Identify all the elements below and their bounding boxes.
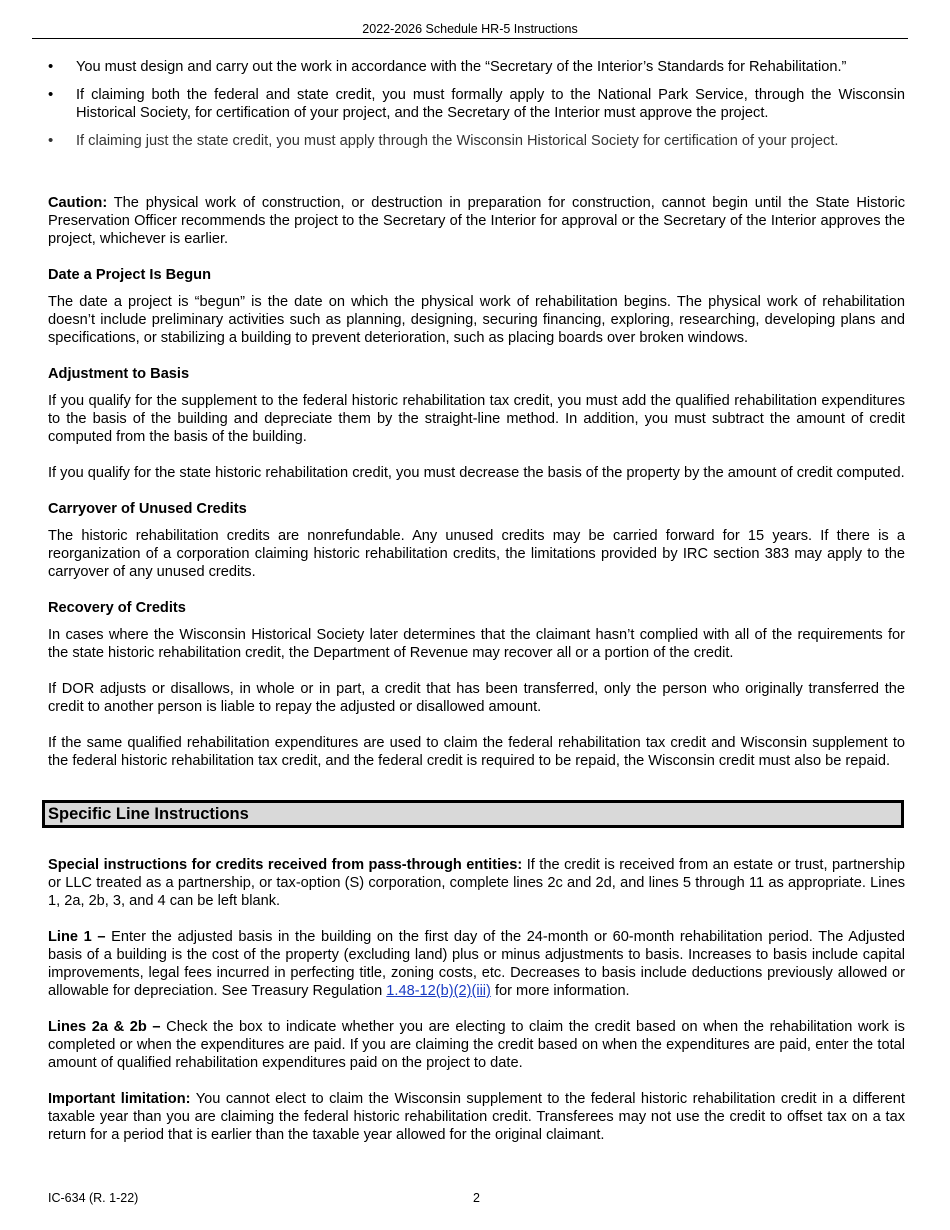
lines-2a-2b-label: Lines 2a & 2b – xyxy=(48,1019,161,1035)
recovery-text-1: In cases where the Wisconsin Historical Society later determines that the claimant hasn’t complied with all of the requirements for the state historic rehabilitation credit, the Department of Revenue may recover all or a portion of the credit. xyxy=(48,627,905,661)
special-instructions-text: If the credit is received from an estate or trust, partnership or LLC treated as a partnership, or tax-option (S) corporation, complete lines 2c and 2d, and lines 5 through 11 as appropriate. Lines 1, 2a, 2b, 3, and 4 can be left blank. xyxy=(48,857,905,909)
adjustment-heading: Adjustment to Basis xyxy=(48,366,190,382)
caution-label: Caution: xyxy=(48,195,108,211)
page-header: 2022-2026 Schedule HR-5 Instructions xyxy=(32,22,908,39)
recovery-text-3: If the same qualified rehabilitation expenditures are used to claim the federal rehabilitation tax credit and Wisconsin supplement to the federal historic rehabilitation tax credit, and the federal credit is required to be repaid, the Wisconsin credit must also be repaid. xyxy=(48,735,905,769)
date-begun-text: The date a project is “begun” is the date on which the physical work of rehabilitation begins. The physical work of rehabilitation doesn’t include preliminary activities such as planning, designing, securing financing, exploring, researching, developing plans and specifications, or stabilizing a building to prevent deterioration, such as placing boards over broken windows. xyxy=(48,294,905,346)
lines-2a-2b-text: Check the box to indicate whether you are electing to claim the credit based on when the rehabilitation work is completed or when the expenditures are paid. If you are claiming the credit based on when the expenditures are paid, enter the total amount of qualified rehabilitation expenditures paid on the project to date. xyxy=(48,1019,905,1071)
important-limitation-text: You cannot elect to claim the Wisconsin supplement to the federal historic rehabilitation credit in a different taxable year than you are claiming the federal historic rehabilitation credit. Transferees may not use the credit to offset tax on a tax return for a period that is earlier than the taxable year allowed for the original claimant. xyxy=(48,1091,905,1143)
line-1-paragraph xyxy=(48,928,905,1000)
page-number: 2 xyxy=(473,1191,480,1205)
recovery-heading: Recovery of Credits xyxy=(48,600,186,616)
document-body xyxy=(48,58,905,1144)
caution-paragraph xyxy=(48,194,905,248)
page-footer xyxy=(48,1191,905,1206)
recovery-text-2: If DOR adjusts or disallows, in whole or in part, a credit that has been transferred, only the person who originally transferred the credit to another person is liable to repay the adjusted or disallowed amount. xyxy=(48,681,905,715)
important-limitation-paragraph xyxy=(48,1090,905,1144)
list-item: • You must design and carry out the work in accordance with the “Secretary of the Interior’s Standards for Rehabilitation.” xyxy=(48,58,905,76)
special-instructions-label: Special instructions for credits received from pass-through entities: xyxy=(48,857,523,873)
line-1-label: Line 1 – xyxy=(48,929,106,945)
caution-text: The physical work of construction, or destruction in preparation for construction, cannot begin until the State Historic Preservation Officer recommends the project to the Secretary of the Interior for approval or the Secretary of the Interior approves the project, whichever is earlier. xyxy=(48,195,905,247)
list-item: • If claiming just the state credit, you must apply through the Wisconsin Historical Society for certification of your project. xyxy=(48,132,905,150)
lines-2a-2b-paragraph xyxy=(48,1018,905,1072)
form-id: IC-634 (R. 1-22) xyxy=(48,1191,139,1205)
special-instructions-paragraph xyxy=(48,856,905,910)
treasury-regulation-link[interactable]: 1.48-12(b)(2)(iii) xyxy=(386,983,491,999)
specific-line-instructions-heading: Specific Line Instructions xyxy=(42,800,904,828)
line-1-text: Enter the adjusted basis in the building on the first day of the 24-month or 60-month rehabilitation period. The Adjusted basis of a building is the cost of the property (excluding land) plus or minus adjustments to basis. Increases to basis include capital improvements, legal fees incurred in perfecting title, zoning costs, etc. Decreases to basis include deductions previously allowed or allowable for depreciation. See Treasury Regulation xyxy=(48,929,905,999)
date-begun-heading: Date a Project Is Begun xyxy=(48,267,212,283)
list-item: • If claiming both the federal and state credit, you must formally apply to the National Park Service, through the Wisconsin Historical Society, for certification of your project, and the Secretary of the Interior must approve the project. xyxy=(48,86,905,122)
carryover-heading: Carryover of Unused Credits xyxy=(48,501,247,517)
carryover-text: The historic rehabilitation credits are nonrefundable. Any unused credits may be carried forward for 15 years. If there is a reorganization of a corporation claiming historic rehabilitation credits, the limitations provided by IRC section 383 may apply to the carryover of any unused credits. xyxy=(48,528,905,580)
requirements-list xyxy=(48,58,905,150)
adjustment-text-1: If you qualify for the supplement to the federal historic rehabilitation tax credit, you must add the qualified rehabilitation expenditures to the basis of the building and depreciate them by the straight-line method. In addition, you must subtract the amount of credit computed from the basis of the building. xyxy=(48,393,905,445)
adjustment-text-2: If you qualify for the state historic rehabilitation credit, you must decrease the basis of the property by the amount of credit computed. xyxy=(48,465,905,481)
important-limitation-label: Important limitation: xyxy=(48,1091,191,1107)
line-1-after-text: for more information. xyxy=(490,983,630,999)
